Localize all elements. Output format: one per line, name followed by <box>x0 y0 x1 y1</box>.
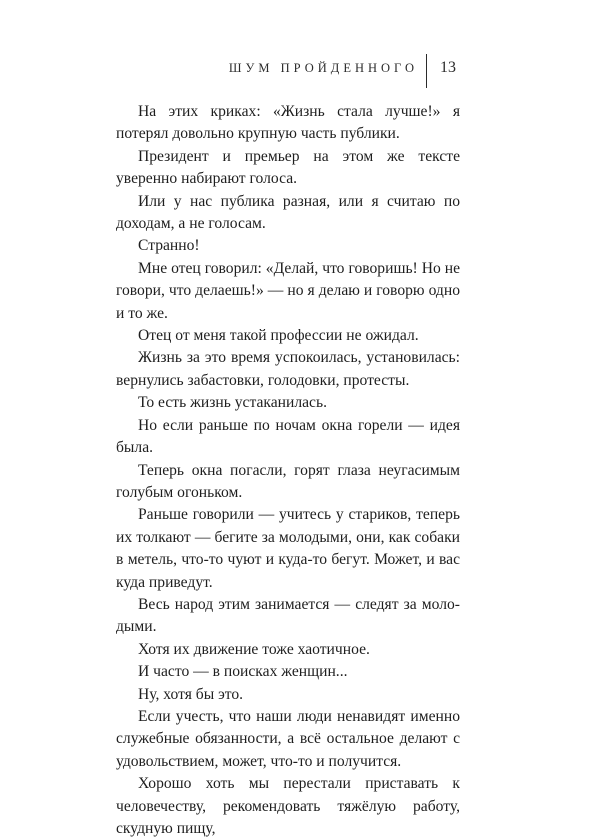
page-number: 13 <box>440 59 456 76</box>
paragraph: Весь народ этим занимается — следят за молодыми. <box>116 595 460 636</box>
paragraph: Теперь окна погасли, горят глаза неугасимым голубым огоньком. <box>116 461 460 501</box>
paragraph: Ну, хотя бы это. <box>138 685 244 703</box>
paragraph: Если учесть, что наши люди ненавидят именно служебные обязанности, а всё остальное делают с удовольствием, может, что-то и получится. <box>116 707 460 770</box>
paragraph: Раньше говорили — учитесь у стариков, теперь их толкают — бегите за молодыми, они, как собаки в метель, что-то чуют и куда-то бегут. Может, и вас куда приведут. <box>116 506 460 591</box>
paragraph: Мне отец говорил: «Делай, что говоришь! Но не говори, что делаешь!» — но я делаю и говорю одно и то же. <box>116 259 460 322</box>
paragraph: И часто — в поисках женщин... <box>138 663 348 681</box>
paragraph: Хорошо хоть мы перестали приставать к человечеству, рекомендовать тяжёлую работу, скудную пищу, <box>116 775 460 837</box>
paragraph: Жизнь за это время успокоилась, установилась: вернулись забастовки, голодовки, протесты. <box>116 349 460 389</box>
paragraph: Но если раньше по ночам окна горели — идея была. <box>116 416 460 457</box>
paragraph: Хотя их движение тоже хаотичное. <box>138 640 370 658</box>
paragraph: Президент и премьер на этом же тексте уверенно набирают голоса. <box>116 147 460 188</box>
header-divider <box>426 54 427 88</box>
body-text <box>116 101 460 840</box>
paragraph: Странно! <box>138 237 200 255</box>
paragraph: Отец от меня такой профессии не ожидал. <box>138 327 419 345</box>
paragraph: На этих криках: «Жизнь стала лучше!» я потерял довольно крупную часть публики. <box>116 103 460 143</box>
paragraph: Или у нас публика разная, или я считаю по доходам, а не голосам. <box>116 192 460 233</box>
paragraph: То есть жизнь устаканилась. <box>138 394 327 412</box>
running-title: ШУМ ПРОЙДЕННОГО <box>228 61 418 75</box>
page-header <box>0 61 600 87</box>
